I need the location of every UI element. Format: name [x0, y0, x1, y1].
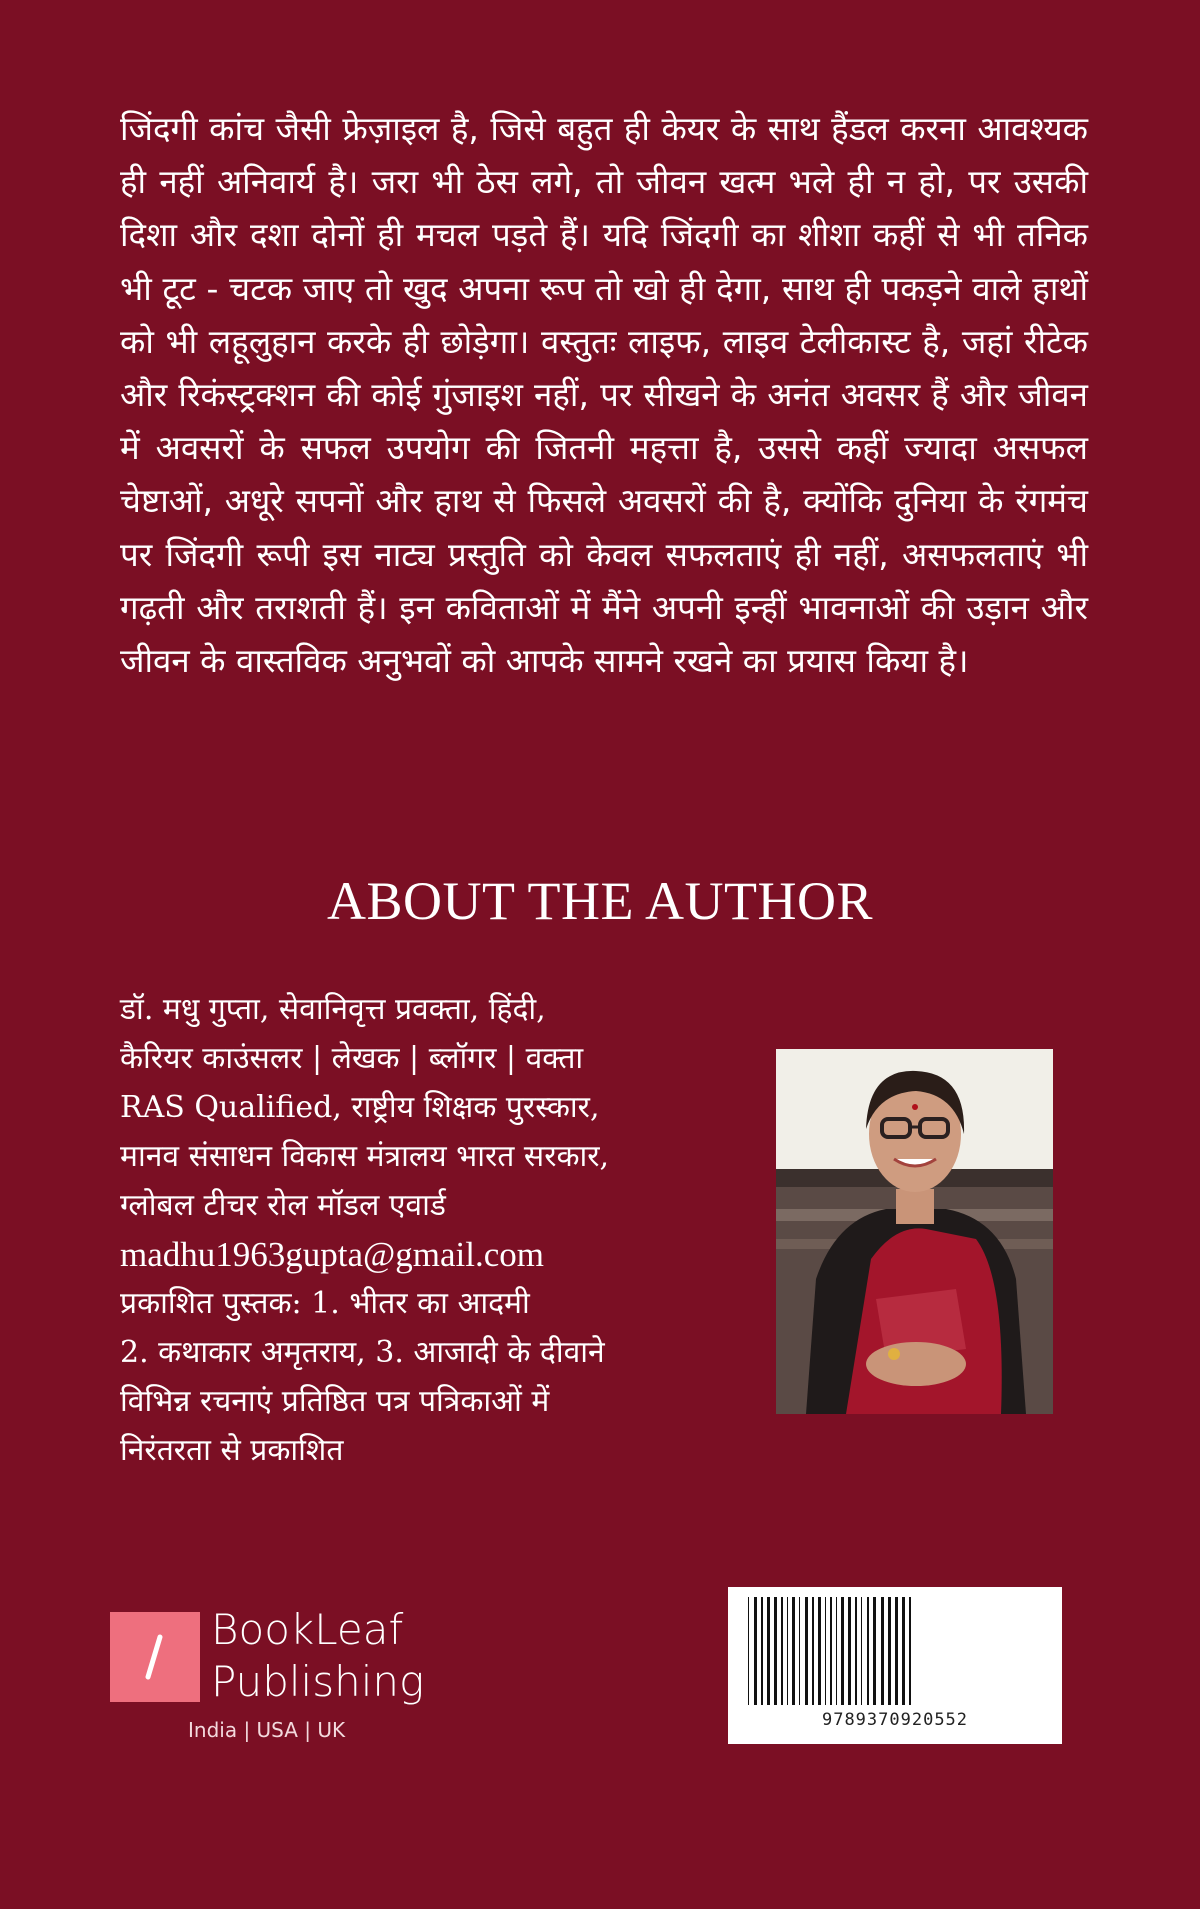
publisher-regions: India | USA | UK [188, 1718, 346, 1742]
publisher-name-line-2: Publishing [211, 1657, 425, 1706]
barcode-bars [742, 1597, 1048, 1707]
isbn-number: 9789370920552 [821, 1710, 969, 1730]
about-the-author-heading: ABOUT THE AUTHOR [326, 871, 874, 931]
bookleaf-logo-icon [110, 1612, 200, 1702]
author-photo [776, 1049, 1053, 1414]
author-books-line-2: 2. कथाकार अमृतराय, 3. आजादी के दीवाने [120, 1335, 605, 1370]
author-roles-line: कैरियर काउंसलर | लेखक | ब्लॉगर | वक्ता [120, 1041, 584, 1076]
author-books-line-1: प्रकाशित पुस्तक: 1. भीतर का आदमी [120, 1286, 530, 1321]
author-ministry-line: मानव संसाधन विकास मंत्रालय भारत सरकार, [120, 1139, 610, 1174]
back-cover-blurb [120, 102, 1088, 687]
author-publications-line-1: विभिन्न रचनाएं प्रतिष्ठित पत्र पत्रिकाओं में [120, 1384, 550, 1419]
author-name-line: डॉ. मधु गुप्ता, सेवानिवृत्त प्रवक्ता, हिंदी, [120, 992, 546, 1027]
publisher-name [211, 1604, 424, 1708]
publisher-name-line-1: BookLeaf [211, 1605, 404, 1654]
author-award-line: RAS Qualified, राष्ट्रीय शिक्षक पुरस्कार, [120, 1090, 600, 1125]
isbn-barcode [728, 1587, 1062, 1744]
author-bio [120, 985, 770, 1475]
author-publications-line-2: निरंतरता से प्रकाशित [120, 1433, 344, 1468]
author-portrait-illustration [776, 1049, 1053, 1414]
author-email: madhu1963gupta@gmail.com [120, 1235, 544, 1274]
author-global-award-line: ग्लोबल टीचर रोल मॉडल एवार्ड [120, 1188, 446, 1223]
blurb-paragraph: जिंदगी कांच जैसी फ्रेज़ाइल है, जिसे बहुत ही केयर के साथ हैंडल करना आवश्यक ही नहीं अनिवार्य है। जरा भी ठेस लगे, तो जीवन खत्म भले ही न हो, पर उसकी दिशा और दशा दोनों ही मचल पड़ते हैं। यदि जिंदगी का शीशा कहीं से भी तनिक भी टूट - चटक जाए तो खुद अपना रूप तो खो ही देगा, साथ ही पकड़ने वाले हाथों को भी लहूलुहान करके ही छोड़ेगा। वस्तुतः लाइफ, लाइव टेलीकास्ट है, जहां रीटेक और रिकंस्ट्रक्शन की कोई गुंजाइश नहीं, पर सीखने के अनंत अवसर हैं और जीवन में अवसरों के सफल उपयोग की जितनी महत्ता है, उससे कहीं ज्यादा असफल चेष्टाओं, अधूरे सपनों और हाथ से फिसले अवसरों की है, क्योंकि दुनिया के रंगमंच पर जिंदगी रूपी इस नाट्य प्रस्तुति को केवल सफलताएं ही नहीं, असफलताएं भी गढ़ती और तराशती हैं। इन कविताओं में मैंने अपनी इन्हीं भावनाओं की उड़ान और जीवन के वास्तविक अनुभवों को आपके सामने रखने का प्रयास किया है। [120, 109, 1088, 681]
